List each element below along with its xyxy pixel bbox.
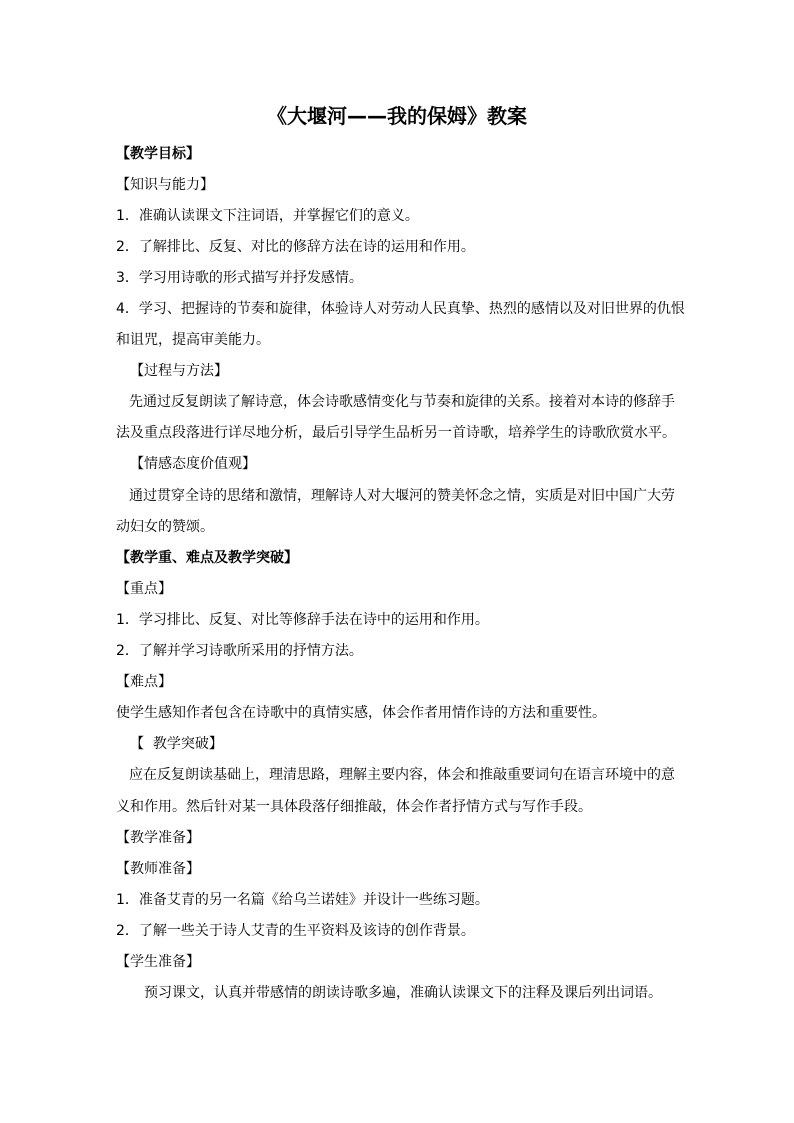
focus-heading: 【重点】 <box>116 581 172 597</box>
knowledge-item-3: 3．学习用诗歌的形式描写并抒发感情。 <box>116 270 363 286</box>
difficulty-text: 使学生感知作者包含在诗歌中的真情实感，体会作者用情作诗的方法和重要性。 <box>116 705 606 721</box>
teacher-item-1: 1．准备艾青的另一名篇《给乌兰诺娃》并设计一些练习题。 <box>116 892 489 908</box>
focus-item-2: 2．了解并学习诗歌所采用的抒情方法。 <box>116 643 363 659</box>
key-points-heading: 【教学重、难点及教学突破】 <box>116 550 298 566</box>
knowledge-item-2: 2．了解排比、反复、对比的修辞方法在诗的运用和作用。 <box>116 239 475 255</box>
knowledge-item-4: 4．学习、把握诗的节奏和旋律，体验诗人对劳动人民真挚、热烈的感情以及对旧世界的仇恨 <box>116 301 685 317</box>
focus-item-1: 1．学习排比、反复、对比等修辞手法在诗中的运用和作用。 <box>116 612 489 628</box>
values-heading: 【情感态度价值观】 <box>130 456 256 472</box>
breakthrough-heading: 【 教学突破】 <box>130 736 223 752</box>
process-line-2: 法及重点段落进行详尽地分析，最后引导学生品析另一首诗歌，培养学生的诗歌欣赏水平。 <box>116 425 676 441</box>
preparation-heading: 【教学准备】 <box>116 830 200 846</box>
breakthrough-line-1: 应在反复朗读基础上，理清思路，理解主要内容，体会和推敲重要词句在语言环境中的意 <box>129 767 675 783</box>
process-heading: 【过程与方法】 <box>130 363 228 379</box>
difficulty-heading: 【难点】 <box>116 674 172 690</box>
teacher-heading: 【教师准备】 <box>116 861 200 877</box>
breakthrough-line-2: 义和作用。然后针对某一具体段落仔细推敲，体会作者抒情方式与写作手段。 <box>116 799 592 815</box>
objectives-heading: 【教学目标】 <box>116 146 200 162</box>
student-heading: 【学生准备】 <box>116 954 200 970</box>
teacher-item-2: 2．了解一些关于诗人艾青的生平资料及该诗的创作背景。 <box>116 923 475 939</box>
knowledge-item-4-cont: 和诅咒，提高审美能力。 <box>116 332 270 348</box>
process-line-1: 先通过反复朗读了解诗意，体会诗歌感情变化与节奏和旋律的关系。接着对本诗的修辞手 <box>129 394 675 410</box>
values-line-1: 通过贯穿全诗的思绪和激情，理解诗人对大堰河的赞美怀念之情，实质是对旧中国广大劳 <box>129 488 675 504</box>
document-title: 《大堰河——我的保姆》教案 <box>267 104 527 128</box>
student-text: 预习课文，认真并带感情的朗读诗歌多遍，准确认读课文下的注释及课后列出词语。 <box>144 985 662 1001</box>
knowledge-heading: 【知识与能力】 <box>116 177 214 193</box>
values-line-2: 动妇女的赞颂。 <box>116 519 214 535</box>
knowledge-item-1: 1．准确认读课文下注词语，并掌握它们的意义。 <box>116 208 419 224</box>
